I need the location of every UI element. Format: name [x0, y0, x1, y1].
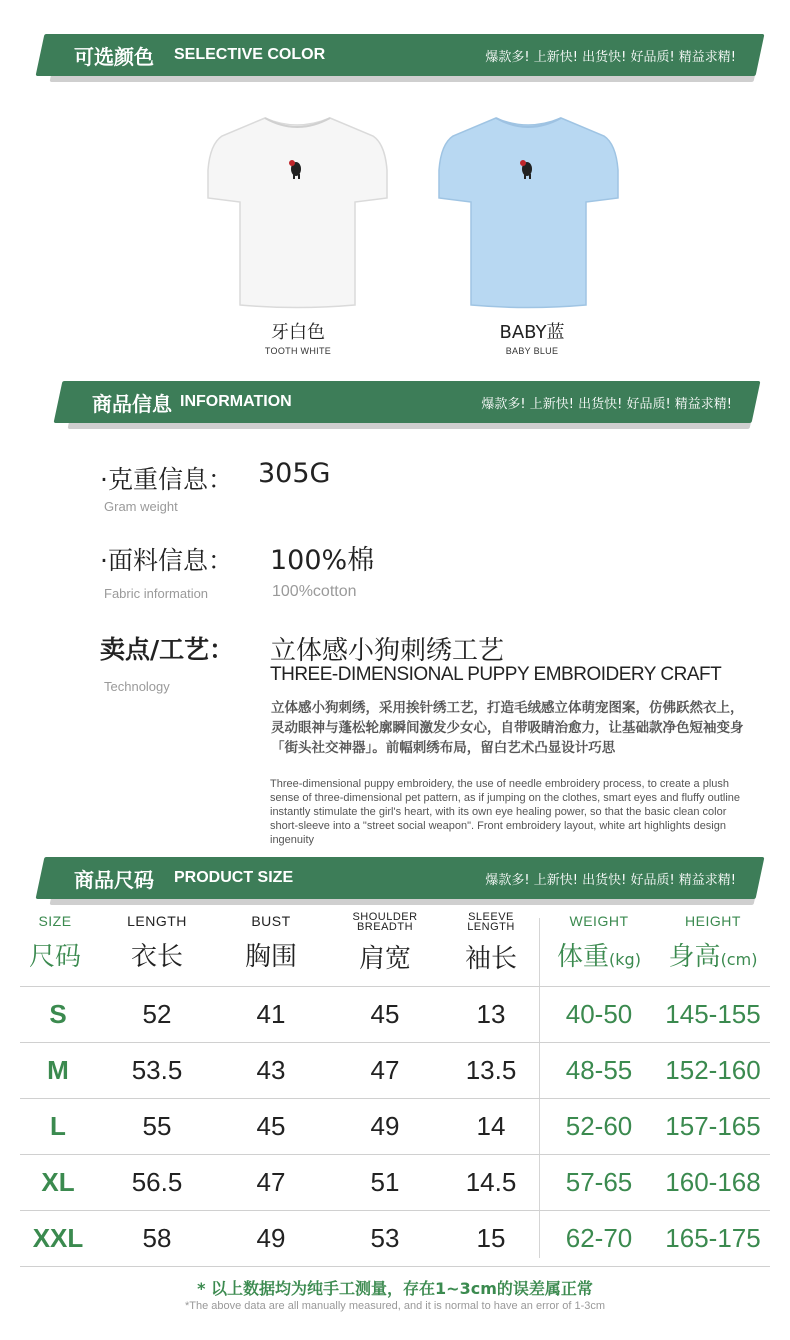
header-bust: BUST 胸围 [244, 913, 297, 972]
section-title-en: SELECTIVE COLOR [174, 46, 326, 63]
bust-cell: 41 [256, 999, 286, 1029]
table-row [20, 986, 770, 1042]
section-slogan: 爆款多! 上新快! 出货快! 好品质! 精益求精! [485, 49, 736, 65]
shoulder-cell: 45 [370, 999, 400, 1029]
height-cell: 157-165 [665, 1111, 761, 1141]
length-cell: 52 [142, 999, 172, 1029]
color-name-cn: BABY蓝 [499, 322, 565, 343]
section-slogan: 爆款多! 上新快! 出货快! 好品质! 精益求精! [485, 872, 736, 888]
color-name-en: BABY BLUE [505, 346, 559, 356]
gram-weight-label-en: Gram weight [104, 499, 178, 514]
bust-cell: 43 [256, 1055, 286, 1085]
section-title-cn: 商品信息 [92, 391, 172, 416]
footnote-en: *The above data are all manually measured, and it is normal to have an error of 1-3cm [184, 1300, 606, 1312]
technology-description-cn: 立体感小狗刺绣，采用挨针绣工艺，打造毛绒感立体萌宠图案，仿佛跃然衣上，灵动眼神与蓬松轮廓瞬间激发少女心，自带吸睛治愈力，让基础款净色短袖变身「街头社交神器」。前幅刺绣布局，留白艺术凸显设计巧思 [271, 700, 744, 756]
length-cell: 56.5 [131, 1167, 183, 1197]
selective-color-banner [40, 34, 760, 76]
size-table [20, 912, 770, 1267]
header-length: LENGTH 衣长 [127, 913, 187, 972]
fabric-value: 100%棉 [270, 545, 375, 576]
weight-cell: 40-50 [565, 999, 633, 1029]
fabric-label-en: Fabric information [104, 586, 209, 601]
sleeve-cell: 13.5 [465, 1055, 517, 1085]
height-cell: 145-155 [665, 999, 761, 1029]
information-banner [58, 381, 756, 423]
header-shoulder: SHOULDER BREADTH 肩宽 [352, 911, 418, 974]
table-row [20, 1154, 770, 1210]
height-cell: 152-160 [665, 1055, 761, 1085]
section-title-cn: 商品尺码 [74, 867, 154, 892]
technology-description-en: Three-dimensional puppy embroidery, the use of needle embroidery process, to create a plush sense of three-dimensional pet pattern, as if jumping on the clothes, smart eyes and fluffy outline instantly stimulate the girl's heart, with its own eye healing power, so that the basic clean color short-sleeve into a "street social weapon". Front embroidery layout, white art highlights design ingenuity [270, 778, 741, 846]
header-size: SIZE 尺码 [28, 913, 81, 972]
technology-value-en: THREE-DIMENSIONAL PUPPY EMBROIDERY CRAFT [270, 664, 722, 685]
size-cell: M [47, 1055, 69, 1085]
header-sleeve: SLEEVE LENGTH 袖长 [464, 911, 517, 974]
size-cell: S [49, 999, 67, 1029]
color-option-white[interactable] [218, 318, 378, 356]
color-name-cn: 牙白色 [271, 322, 325, 343]
product-size-banner [40, 857, 760, 899]
bust-cell: 47 [256, 1167, 286, 1197]
section-slogan: 爆款多! 上新快! 出货快! 好品质! 精益求精! [481, 396, 732, 412]
weight-cell: 52-60 [565, 1111, 633, 1141]
table-row [20, 1210, 770, 1267]
technology-label: 卖点/工艺： [100, 635, 235, 664]
size-cell: XL [41, 1167, 75, 1197]
weight-cell: 62-70 [565, 1223, 633, 1253]
size-table-header [20, 912, 770, 986]
height-cell: 165-175 [665, 1223, 761, 1253]
tshirt-blue-image [436, 110, 621, 315]
bust-cell: 49 [256, 1223, 286, 1253]
length-cell: 58 [142, 1223, 172, 1253]
height-cell: 160-168 [665, 1167, 761, 1197]
sleeve-cell: 15 [476, 1223, 506, 1253]
weight-cell: 57-65 [565, 1167, 633, 1197]
gram-weight-value: 305G [258, 458, 331, 489]
table-row [20, 1098, 770, 1154]
header-height: HEIGHT 身高(cm) [668, 913, 758, 972]
fabric-value-en: 100%cotton [272, 583, 357, 600]
size-cell: XXL [32, 1223, 84, 1253]
sleeve-cell: 13 [476, 999, 506, 1029]
length-cell: 53.5 [131, 1055, 183, 1085]
sleeve-cell: 14.5 [465, 1167, 517, 1197]
header-weight: WEIGHT 体重(kg) [557, 913, 641, 972]
weight-cell: 48-55 [565, 1055, 633, 1085]
shoulder-cell: 47 [370, 1055, 400, 1085]
size-cell: L [50, 1111, 66, 1141]
color-name-en: TOOTH WHITE [264, 346, 332, 356]
shoulder-cell: 53 [370, 1223, 400, 1253]
shoulder-cell: 51 [370, 1167, 400, 1197]
section-title-en: PRODUCT SIZE [174, 869, 294, 886]
gram-weight-label: ·克重信息： [100, 465, 233, 494]
color-option-blue[interactable] [452, 318, 612, 356]
section-title-en: INFORMATION [180, 393, 292, 410]
technology-value: 立体感小狗刺绣工艺 [270, 636, 505, 666]
fabric-label: ·面料信息： [100, 546, 233, 575]
section-title-cn: 可选颜色 [74, 44, 154, 69]
tshirt-white-image [205, 110, 390, 315]
sleeve-cell: 14 [476, 1111, 506, 1141]
length-cell: 55 [142, 1111, 172, 1141]
table-row [20, 1042, 770, 1098]
footnote-cn: * 以上数据均为纯手工测量，存在1~3cm的误差属正常 [197, 1279, 593, 1298]
bust-cell: 45 [256, 1111, 286, 1141]
shoulder-cell: 49 [370, 1111, 400, 1141]
technology-label-en: Technology [104, 679, 170, 694]
